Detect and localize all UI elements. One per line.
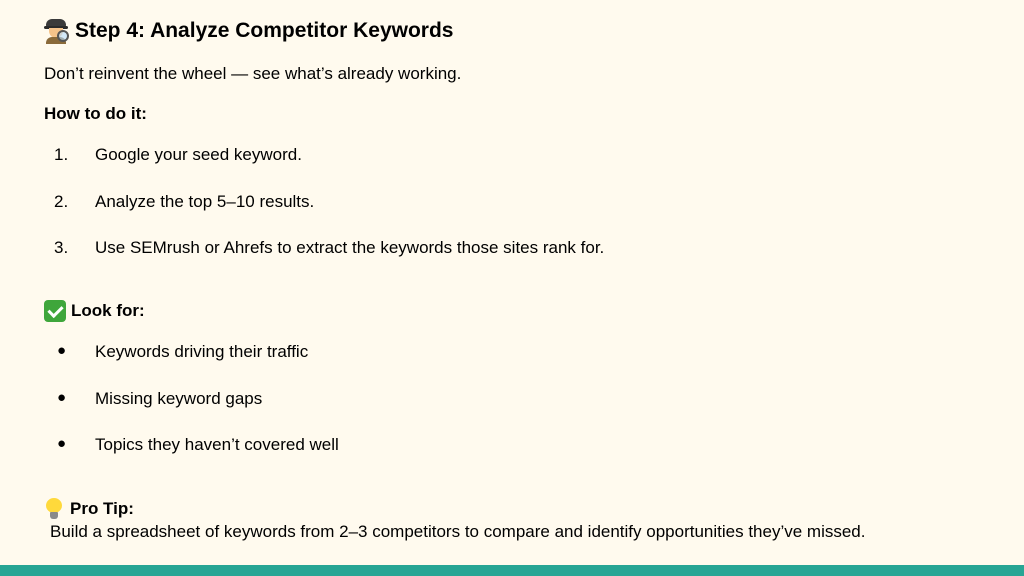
howto-heading: How to do it: bbox=[44, 104, 147, 123]
lookfor-heading bbox=[44, 300, 145, 322]
detective-icon bbox=[44, 18, 68, 44]
light-bulb-icon bbox=[44, 498, 64, 520]
bullet-text: Topics they haven’t covered well bbox=[95, 435, 339, 454]
protip-heading bbox=[44, 498, 134, 520]
check-mark-icon bbox=[44, 300, 66, 322]
step-text: Use SEMrush or Ahrefs to extract the keywords those sites rank for. bbox=[95, 238, 605, 257]
bullet-text: Missing keyword gaps bbox=[95, 388, 263, 408]
step-number: 2. bbox=[54, 191, 69, 211]
bullet-icon: ● bbox=[57, 388, 67, 406]
step-number: 1. bbox=[54, 145, 69, 164]
protip-label: Pro Tip: bbox=[70, 499, 134, 518]
protip-text: Build a spreadsheet of keywords from 2–3 competitors to compare and identify opportunities they’ve missed. bbox=[50, 522, 866, 541]
bullet-text: Keywords driving their traffic bbox=[95, 342, 309, 361]
subtitle: Don’t reinvent the wheel — see what’s already working. bbox=[44, 64, 462, 83]
step-number: 3. bbox=[54, 238, 69, 257]
slide-title bbox=[44, 18, 453, 44]
accent-bar bbox=[0, 565, 1024, 576]
step-text: Google your seed keyword. bbox=[95, 145, 302, 164]
bullet-icon: ● bbox=[57, 342, 67, 359]
title-text: Step 4: Analyze Competitor Keywords bbox=[75, 19, 454, 42]
lookfor-text: Look for: bbox=[71, 301, 145, 320]
step-text: Analyze the top 5–10 results. bbox=[95, 191, 315, 211]
bullet-icon: ● bbox=[57, 435, 67, 452]
